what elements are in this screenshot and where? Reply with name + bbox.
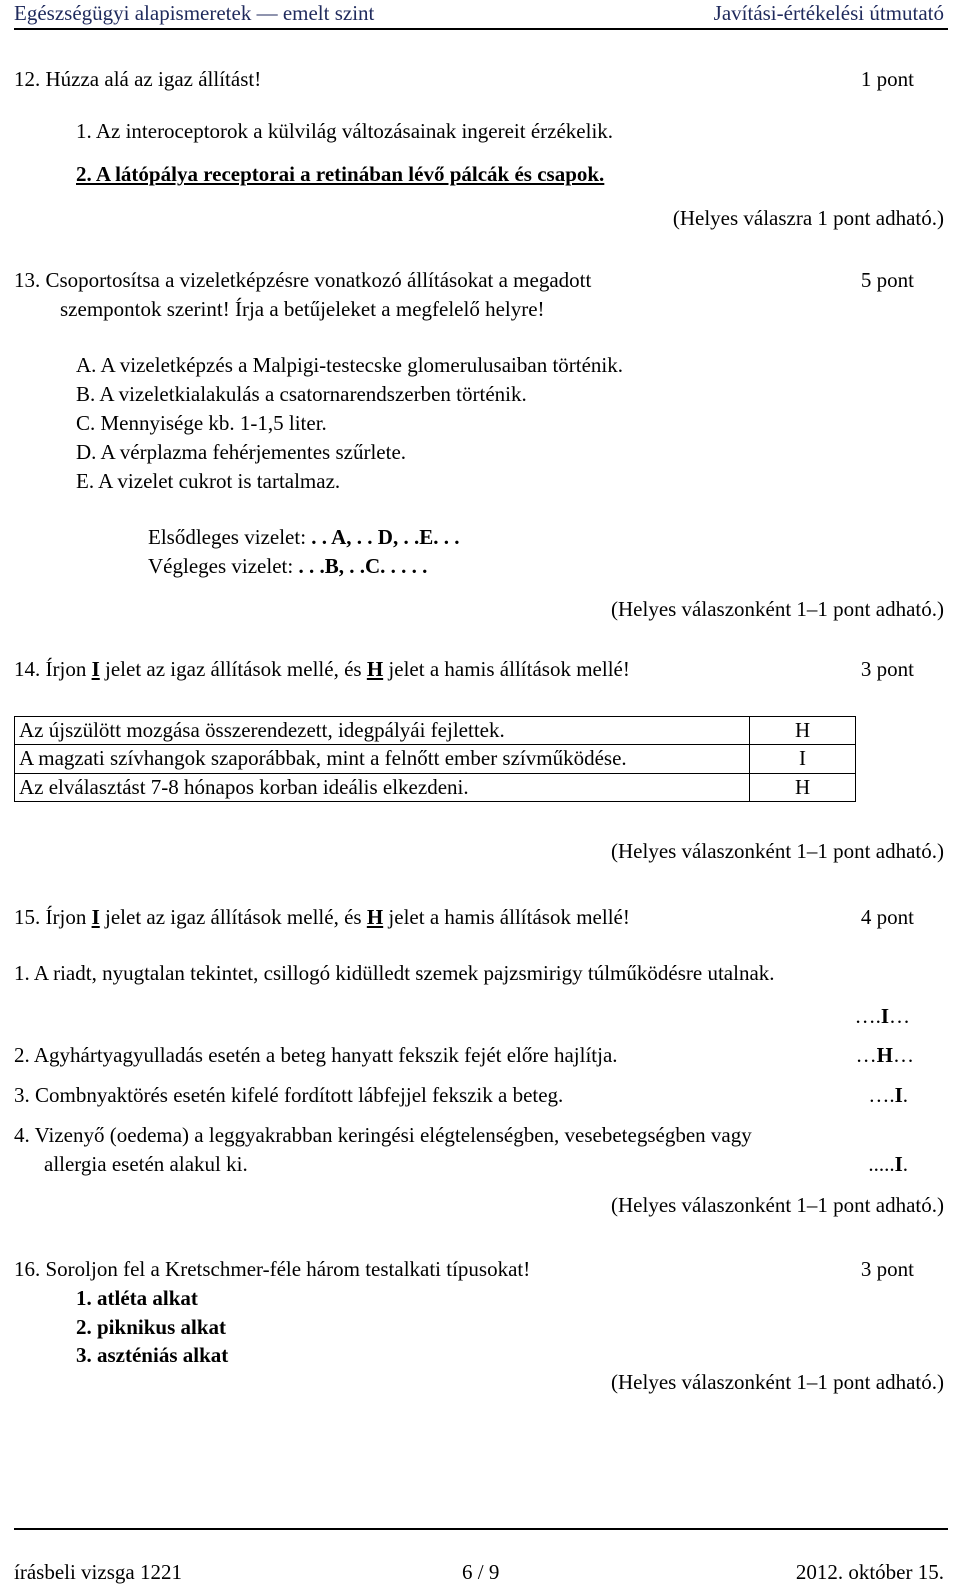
q14-statement-3: Az elválasztást 7-8 hónapos korban ideális elkezdeni.: [15, 773, 750, 801]
q15-title-suffix: jelet a hamis állítások mellé!: [383, 905, 630, 929]
q15-answer-2: [856, 1042, 914, 1069]
q16-points: 3 pont: [860, 1257, 914, 1281]
q12-points: 1 pont: [860, 67, 914, 91]
q15-title-prefix: 15. Írjon: [14, 905, 92, 929]
q15-title-middle: jelet az igaz állítások mellé, és: [99, 905, 367, 929]
q13-item-e: E. A vizelet cukrot is tartalmaz.: [76, 469, 341, 493]
q15-answer-4-pre: .....: [868, 1152, 895, 1176]
q15-item-2: 2. Agyhártyagyulladás esetén a beteg hanyatt fekszik fejét előre hajlítja.: [14, 1043, 618, 1067]
q14-answer-2: I: [750, 745, 856, 773]
header-title: Egészségügyi alapismeretek — emelt szint: [14, 1, 375, 25]
q14-note: (Helyes válaszonként 1–1 pont adható.): [611, 839, 944, 863]
q14-title-suffix: jelet a hamis állítások mellé!: [383, 657, 630, 681]
q13-final-label: Végleges vizelet:: [148, 554, 294, 578]
footer-exam-id: írásbeli vizsga 1221: [14, 1560, 182, 1584]
q15-item-4-line1: 4. Vizenyő (oedema) a leggyakrabban keringési elégtelenségben, vesebetegségben vagy: [14, 1123, 752, 1147]
footer-rule: [14, 1528, 948, 1530]
table-row: [15, 773, 856, 801]
q13-note: (Helyes válaszonként 1–1 pont adható.): [611, 597, 944, 621]
q12-title: 12. Húzza alá az igaz állítást!: [14, 67, 262, 91]
q13-item-d: D. A vérplazma fehérjementes szűrlete.: [76, 440, 407, 464]
q16-answer-1: 1. atléta alkat: [76, 1286, 198, 1310]
q13-item-a: A. A vizeletképzés a Malpigi-testecske glomerulusaiban történik.: [76, 353, 624, 377]
q13-final-row: [148, 553, 427, 580]
q13-points: 5 pont: [860, 268, 914, 292]
q15-answer-2-post: …: [893, 1043, 914, 1067]
q13-primary-row: [148, 524, 459, 551]
q15-answer-3-mark: I: [894, 1083, 903, 1107]
q15-answer-4-post: .: [902, 1152, 908, 1176]
q13-primary-answer: . . A, . . D, . .E. . .: [311, 525, 460, 549]
q15-answer-4: [868, 1151, 908, 1178]
q15-answer-1-pre: ….: [854, 1004, 881, 1028]
q15-item-1: 1. A riadt, nyugtalan tekintet, csillogó kidülledt szemek pajzsmirigy túlműködésre utalnak.: [14, 961, 775, 985]
q15-mark-false: H: [366, 905, 384, 929]
q15-title: [14, 904, 630, 931]
q14-title-prefix: 14. Írjon: [14, 657, 92, 681]
q15-answer-2-mark: H: [876, 1043, 893, 1067]
q15-answer-3-pre: ….: [868, 1083, 895, 1107]
q15-mark-true: I: [91, 905, 100, 929]
header-rule: [14, 28, 948, 30]
header-guide-title: Javítási-értékelési útmutató: [713, 1, 944, 25]
footer-date: 2012. október 15.: [795, 1560, 944, 1584]
q14-answer-1: H: [750, 717, 856, 745]
q14-statement-table: [14, 716, 856, 802]
q15-answer-1-post: …: [889, 1004, 910, 1028]
q16-note: (Helyes válaszonként 1–1 pont adható.): [611, 1370, 944, 1394]
q13-primary-label: Elsődleges vizelet:: [148, 525, 307, 549]
table-row: [15, 745, 856, 773]
q16-title: 16. Soroljon fel a Kretschmer-féle három testalkati típusokat!: [14, 1257, 531, 1281]
q13-title-line2: szempontok szerint! Írja a betűjeleket a megfelelő helyre!: [60, 297, 545, 321]
q14-points: 3 pont: [860, 657, 914, 681]
footer-page-number: 6 / 9: [462, 1560, 500, 1584]
q14-title: [14, 656, 630, 683]
q13-item-c: C. Mennyisége kb. 1-1,5 liter.: [76, 411, 327, 435]
q13-title-line1: 13. Csoportosítsa a vizeletképzésre vonatkozó állításokat a megadott: [14, 268, 592, 292]
q12-item-1: 1. Az interoceptorok a külvilág változásainak ingereit érzékelik.: [76, 119, 614, 143]
q15-answer-3-post: .: [902, 1083, 908, 1107]
q15-item-4-line2: allergia esetén alakul ki.: [44, 1152, 248, 1176]
q13-final-answer: . . .B, . .C. . . . .: [298, 554, 428, 578]
q15-answer-2-pre: …: [855, 1043, 877, 1067]
q15-item-3: 3. Combnyaktörés esetén kifelé fordított lábfejjel fekszik a beteg.: [14, 1083, 564, 1107]
q16-answer-2: 2. piknikus alkat: [76, 1315, 226, 1339]
q14-mark-false: H: [366, 657, 384, 681]
q15-answer-3: [868, 1082, 908, 1109]
q15-answer-1: [855, 1003, 910, 1030]
q14-answer-3: H: [750, 773, 856, 801]
q16-answer-3: 3. aszténiás alkat: [76, 1343, 229, 1367]
q12-note: (Helyes válaszra 1 pont adható.): [672, 206, 944, 230]
q14-statement-2: A magzati szívhangok szaporábbak, mint a felnőtt ember szívműködése.: [15, 745, 750, 773]
q15-note: (Helyes válaszonként 1–1 pont adható.): [611, 1193, 944, 1217]
q14-mark-true: I: [91, 657, 100, 681]
q15-answer-4-mark: I: [894, 1152, 903, 1176]
q12-item-2: 2. A látópálya receptorai a retinában lévő pálcák és csapok.: [76, 162, 605, 186]
q15-answer-1-mark: I: [880, 1004, 889, 1028]
q14-statement-1: Az újszülött mozgása összerendezett, idegpályái fejlettek.: [15, 717, 750, 745]
table-row: [15, 717, 856, 745]
q13-item-b: B. A vizeletkialakulás a csatornarendszerben történik.: [76, 382, 527, 406]
q14-title-middle: jelet az igaz állítások mellé, és: [99, 657, 367, 681]
q15-points: 4 pont: [860, 905, 914, 929]
